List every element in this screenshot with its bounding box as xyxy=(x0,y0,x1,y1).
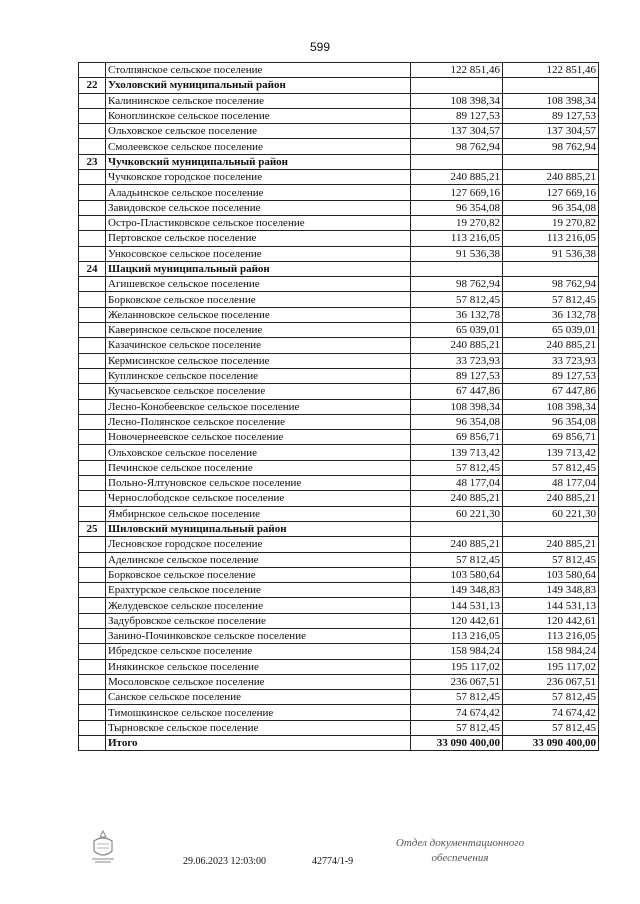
row-name: Ухоловский муниципальный район xyxy=(106,78,411,93)
row-number xyxy=(79,583,106,598)
row-amount-1: 69 856,71 xyxy=(411,430,503,445)
table-row xyxy=(79,583,599,598)
row-number: 22 xyxy=(79,78,106,93)
row-number xyxy=(79,353,106,368)
row-name: Желудевское сельское поселение xyxy=(106,598,411,613)
row-amount-2: 57 812,45 xyxy=(503,720,599,735)
row-amount-1: 113 216,05 xyxy=(411,628,503,643)
row-name: Куплинское сельское поселение xyxy=(106,368,411,383)
row-name: Задубровское сельское поселение xyxy=(106,613,411,628)
row-amount-1: 74 674,42 xyxy=(411,705,503,720)
row-number xyxy=(79,628,106,643)
row-number: 25 xyxy=(79,521,106,536)
row-name: Чернослободское сельское поселение xyxy=(106,491,411,506)
row-number xyxy=(79,108,106,123)
row-name: Ерахтурское сельское поселение xyxy=(106,583,411,598)
row-number xyxy=(79,476,106,491)
row-number xyxy=(79,200,106,215)
row-number xyxy=(79,399,106,414)
table-row xyxy=(79,613,599,628)
table-row xyxy=(79,598,599,613)
row-number xyxy=(79,552,106,567)
row-amount-2: 120 442,61 xyxy=(503,613,599,628)
row-amount-2: 96 354,08 xyxy=(503,200,599,215)
row-amount-2: 60 221,30 xyxy=(503,506,599,521)
row-name: Польно-Ялтуновское сельское поселение xyxy=(106,476,411,491)
row-amount-2: 139 713,42 xyxy=(503,445,599,460)
row-number xyxy=(79,690,106,705)
row-name: Кучасьевское сельское поселение xyxy=(106,384,411,399)
row-number xyxy=(79,659,106,674)
row-name: Борковское сельское поселение xyxy=(106,292,411,307)
row-amount-2 xyxy=(503,78,599,93)
row-name: Мосоловское сельское поселение xyxy=(106,674,411,689)
row-number xyxy=(79,124,106,139)
row-name: Смолеевское сельское поселение xyxy=(106,139,411,154)
row-amount-2: 89 127,53 xyxy=(503,368,599,383)
row-amount-1: 122 851,46 xyxy=(411,63,503,78)
row-number xyxy=(79,185,106,200)
row-number xyxy=(79,170,106,185)
row-number xyxy=(79,705,106,720)
row-name: Завидовское сельское поселение xyxy=(106,200,411,215)
row-amount-2: 48 177,04 xyxy=(503,476,599,491)
row-amount-2: 240 885,21 xyxy=(503,537,599,552)
row-name: Чучковский муниципальный район xyxy=(106,154,411,169)
table-row xyxy=(79,277,599,292)
row-amount-2 xyxy=(503,261,599,276)
row-amount-2: 113 216,05 xyxy=(503,231,599,246)
table-row xyxy=(79,690,599,705)
table-row xyxy=(79,552,599,567)
row-amount-2: 236 067,51 xyxy=(503,674,599,689)
table-row xyxy=(79,353,599,368)
row-amount-1: 57 812,45 xyxy=(411,460,503,475)
row-name: Борковское сельское поселение xyxy=(106,567,411,582)
row-name: Ольховское сельское поселение xyxy=(106,445,411,460)
row-number xyxy=(79,491,106,506)
row-amount-2: 19 270,82 xyxy=(503,215,599,230)
table-row xyxy=(79,200,599,215)
row-amount-2: 57 812,45 xyxy=(503,552,599,567)
row-amount-1: 103 580,64 xyxy=(411,567,503,582)
row-amount-2 xyxy=(503,154,599,169)
row-number xyxy=(79,139,106,154)
row-amount-1: 137 304,57 xyxy=(411,124,503,139)
row-name: Печинское сельское поселение xyxy=(106,460,411,475)
row-number xyxy=(79,598,106,613)
row-number xyxy=(79,277,106,292)
row-number: 24 xyxy=(79,261,106,276)
row-amount-1: 60 221,30 xyxy=(411,506,503,521)
row-number xyxy=(79,246,106,261)
row-amount-1: 149 348,83 xyxy=(411,583,503,598)
row-amount-1: 57 812,45 xyxy=(411,720,503,735)
row-amount-1: 57 812,45 xyxy=(411,552,503,567)
table-row xyxy=(79,307,599,322)
table-row xyxy=(79,445,599,460)
row-name: Аладьинское сельское поселение xyxy=(106,185,411,200)
row-number xyxy=(79,338,106,353)
total-amount-1: 33 090 400,00 xyxy=(411,736,503,751)
table-row xyxy=(79,292,599,307)
row-amount-1: 91 536,38 xyxy=(411,246,503,261)
row-name: Агишевское сельское поселение xyxy=(106,277,411,292)
row-number xyxy=(79,537,106,552)
table-row xyxy=(79,399,599,414)
row-amount-2: 103 580,64 xyxy=(503,567,599,582)
row-number xyxy=(79,215,106,230)
row-amount-2: 98 762,94 xyxy=(503,139,599,154)
row-name: Чучковское городское поселение xyxy=(106,170,411,185)
row-name: Тырновское сельское поселение xyxy=(106,720,411,735)
row-amount-2: 57 812,45 xyxy=(503,690,599,705)
row-name: Инякинское сельское поселение xyxy=(106,659,411,674)
table-row xyxy=(79,491,599,506)
footer-date: 29.06.2023 12:03:00 xyxy=(183,856,267,867)
row-name: Шиловский муниципальный район xyxy=(106,521,411,536)
row-name: Занино-Починковское сельское поселение xyxy=(106,628,411,643)
row-amount-2: 240 885,21 xyxy=(503,491,599,506)
total-row xyxy=(79,736,599,751)
row-number xyxy=(79,567,106,582)
row-amount-2: 57 812,45 xyxy=(503,460,599,475)
row-amount-2: 67 447,86 xyxy=(503,384,599,399)
table-row xyxy=(79,705,599,720)
row-amount-1: 240 885,21 xyxy=(411,537,503,552)
row-amount-2: 89 127,53 xyxy=(503,108,599,123)
row-name: Тимошкинское сельское поселение xyxy=(106,705,411,720)
row-amount-2: 127 669,16 xyxy=(503,185,599,200)
row-number xyxy=(79,720,106,735)
row-amount-2: 195 117,02 xyxy=(503,659,599,674)
budget-table xyxy=(78,62,599,751)
row-amount-1: 98 762,94 xyxy=(411,277,503,292)
table-row xyxy=(79,338,599,353)
table-row xyxy=(79,537,599,552)
row-amount-1: 120 442,61 xyxy=(411,613,503,628)
total-amount-2: 33 090 400,00 xyxy=(503,736,599,751)
row-name: Лесно-Полянское сельское поселение xyxy=(106,414,411,429)
row-amount-2: 158 984,24 xyxy=(503,644,599,659)
table-row xyxy=(79,720,599,735)
coat-of-arms-icon xyxy=(88,829,118,865)
row-name: Лесно-Конобеевское сельское поселение xyxy=(106,399,411,414)
row-number xyxy=(79,93,106,108)
row-amount-1 xyxy=(411,154,503,169)
row-amount-2: 149 348,83 xyxy=(503,583,599,598)
row-amount-1: 108 398,34 xyxy=(411,399,503,414)
row-name: Ольховское сельское поселение xyxy=(106,124,411,139)
row-name: Казачинское сельское поселение xyxy=(106,338,411,353)
table-row xyxy=(79,215,599,230)
table-row xyxy=(79,384,599,399)
row-number xyxy=(79,613,106,628)
row-number xyxy=(79,674,106,689)
row-amount-1: 89 127,53 xyxy=(411,368,503,383)
row-amount-1: 240 885,21 xyxy=(411,338,503,353)
table-row xyxy=(79,460,599,475)
row-amount-2: 108 398,34 xyxy=(503,93,599,108)
row-name: Ибредское сельское поселение xyxy=(106,644,411,659)
row-amount-2: 240 885,21 xyxy=(503,170,599,185)
row-number xyxy=(79,445,106,460)
row-amount-1: 98 762,94 xyxy=(411,139,503,154)
row-name: Пертовское сельское поселение xyxy=(106,231,411,246)
total-label: Итого xyxy=(106,736,411,751)
table-row xyxy=(79,567,599,582)
row-name: Санское сельское поселение xyxy=(106,690,411,705)
row-amount-1 xyxy=(411,521,503,536)
row-amount-1: 67 447,86 xyxy=(411,384,503,399)
row-name: Лесновское городское поселение xyxy=(106,537,411,552)
row-amount-2: 91 536,38 xyxy=(503,246,599,261)
row-amount-1: 195 117,02 xyxy=(411,659,503,674)
row-amount-2: 98 762,94 xyxy=(503,277,599,292)
row-amount-1: 127 669,16 xyxy=(411,185,503,200)
table-row xyxy=(79,246,599,261)
row-number xyxy=(79,292,106,307)
table-row xyxy=(79,170,599,185)
row-amount-2: 144 531,13 xyxy=(503,598,599,613)
row-amount-1: 96 354,08 xyxy=(411,414,503,429)
row-amount-1: 144 531,13 xyxy=(411,598,503,613)
row-amount-2: 113 216,05 xyxy=(503,628,599,643)
row-number xyxy=(79,414,106,429)
table-row xyxy=(79,124,599,139)
department-stamp xyxy=(395,836,525,866)
district-row xyxy=(79,78,599,93)
table-row xyxy=(79,414,599,429)
row-name: Аделинское сельское поселение xyxy=(106,552,411,567)
row-number xyxy=(79,644,106,659)
row-amount-1: 139 713,42 xyxy=(411,445,503,460)
row-amount-2: 108 398,34 xyxy=(503,399,599,414)
table-row xyxy=(79,659,599,674)
row-name: Столпянское сельское поселение xyxy=(106,63,411,78)
table-row xyxy=(79,323,599,338)
row-amount-1: 96 354,08 xyxy=(411,200,503,215)
row-amount-1: 19 270,82 xyxy=(411,215,503,230)
table-row xyxy=(79,63,599,78)
row-amount-2: 69 856,71 xyxy=(503,430,599,445)
row-amount-1: 57 812,45 xyxy=(411,292,503,307)
department-stamp-line1: Отдел документационного xyxy=(395,837,525,849)
row-amount-1 xyxy=(411,78,503,93)
row-name: Калининское сельское поселение xyxy=(106,93,411,108)
row-number xyxy=(79,460,106,475)
table-row xyxy=(79,506,599,521)
row-amount-2 xyxy=(503,521,599,536)
row-name: Желанновское сельское поселение xyxy=(106,307,411,322)
table-row xyxy=(79,628,599,643)
table-row xyxy=(79,674,599,689)
row-name: Остро-Пластиковское сельское поселение xyxy=(106,215,411,230)
table-row xyxy=(79,476,599,491)
row-amount-2: 74 674,42 xyxy=(503,705,599,720)
row-name: Новочернеевское сельское поселение xyxy=(106,430,411,445)
table-row xyxy=(79,108,599,123)
row-amount-2: 36 132,78 xyxy=(503,307,599,322)
row-number xyxy=(79,63,106,78)
department-stamp-line2: обеспечения xyxy=(431,852,489,864)
row-amount-2: 137 304,57 xyxy=(503,124,599,139)
row-amount-1: 36 132,78 xyxy=(411,307,503,322)
row-name: Кермисинское сельское поселение xyxy=(106,353,411,368)
row-number xyxy=(79,430,106,445)
page-number: 599 xyxy=(309,40,331,54)
table-row xyxy=(79,644,599,659)
row-number xyxy=(79,323,106,338)
table-row xyxy=(79,430,599,445)
row-amount-1: 89 127,53 xyxy=(411,108,503,123)
row-number xyxy=(79,231,106,246)
row-number: 23 xyxy=(79,154,106,169)
row-amount-1: 240 885,21 xyxy=(411,491,503,506)
footer-doc-number: 42774/1-9 xyxy=(312,856,354,867)
row-amount-2: 33 723,93 xyxy=(503,353,599,368)
table-body xyxy=(79,63,599,751)
row-amount-2: 57 812,45 xyxy=(503,292,599,307)
row-amount-2: 122 851,46 xyxy=(503,63,599,78)
table-row xyxy=(79,93,599,108)
row-amount-2: 96 354,08 xyxy=(503,414,599,429)
district-row xyxy=(79,261,599,276)
total-number xyxy=(79,736,106,751)
row-number xyxy=(79,506,106,521)
row-amount-1: 108 398,34 xyxy=(411,93,503,108)
row-amount-2: 65 039,01 xyxy=(503,323,599,338)
row-name: Шацкий муниципальный район xyxy=(106,261,411,276)
table-row xyxy=(79,185,599,200)
row-name: Ункосовское сельское поселение xyxy=(106,246,411,261)
row-number xyxy=(79,368,106,383)
row-name: Каверинское сельское поселение xyxy=(106,323,411,338)
district-row xyxy=(79,521,599,536)
row-amount-1 xyxy=(411,261,503,276)
row-number xyxy=(79,307,106,322)
table-row xyxy=(79,368,599,383)
row-number xyxy=(79,384,106,399)
row-amount-1: 240 885,21 xyxy=(411,170,503,185)
row-amount-1: 236 067,51 xyxy=(411,674,503,689)
row-amount-1: 158 984,24 xyxy=(411,644,503,659)
table-row xyxy=(79,139,599,154)
row-amount-1: 113 216,05 xyxy=(411,231,503,246)
row-amount-2: 240 885,21 xyxy=(503,338,599,353)
row-name: Коноплинское сельское поселение xyxy=(106,108,411,123)
row-amount-1: 33 723,93 xyxy=(411,353,503,368)
district-row xyxy=(79,154,599,169)
row-amount-1: 48 177,04 xyxy=(411,476,503,491)
row-amount-1: 57 812,45 xyxy=(411,690,503,705)
table-row xyxy=(79,231,599,246)
row-name: Ямбирнское сельское поселение xyxy=(106,506,411,521)
row-amount-1: 65 039,01 xyxy=(411,323,503,338)
